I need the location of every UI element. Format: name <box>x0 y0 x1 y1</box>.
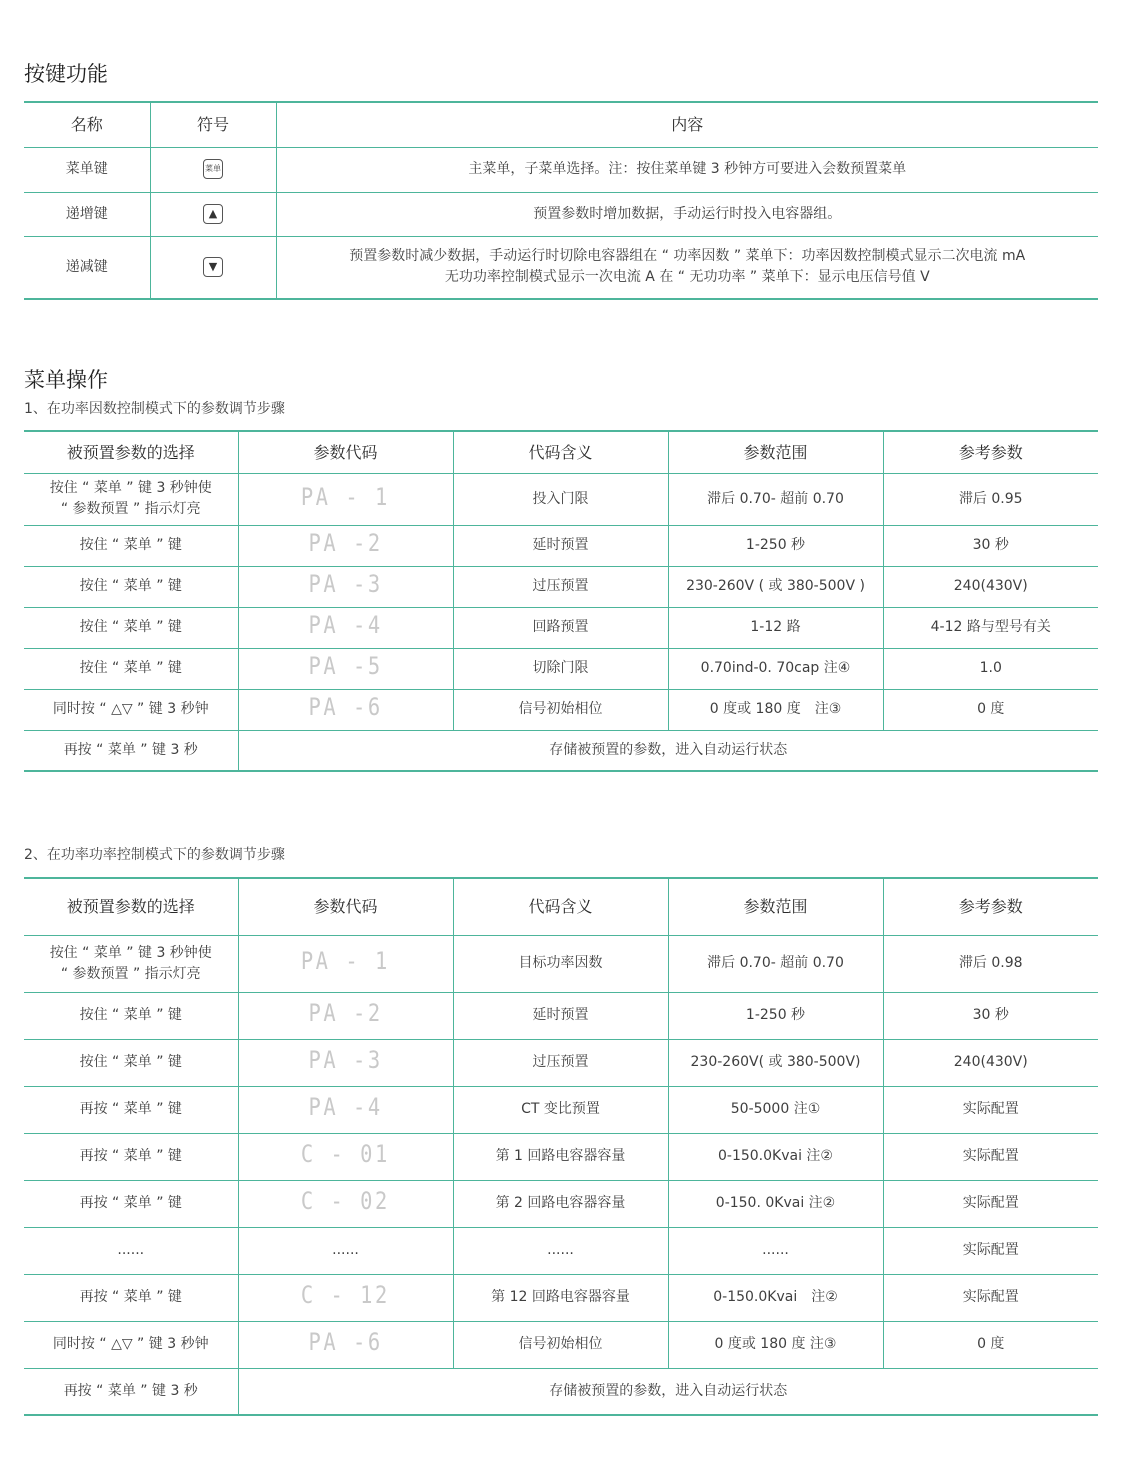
table-row <box>24 1133 1098 1180</box>
table-header-row <box>24 102 1098 147</box>
param-code-display: C - 01 <box>300 1140 390 1168</box>
selection-cell: ...... <box>24 1227 238 1274</box>
table-row <box>24 147 1098 192</box>
param-range: 230-260V( 或 380-500V) <box>668 1039 883 1086</box>
key-name: 递减键 <box>24 236 150 299</box>
param-range: 0 度或 180 度 注③ <box>668 1321 883 1368</box>
param-range: 50-5000 注① <box>668 1086 883 1133</box>
code-meaning: 切除门限 <box>453 648 668 689</box>
key-content-line: 无功功率控制模式显示一次电流 A 在 “ 无功功率 ” 菜单下：显示电压信号值 V <box>444 269 930 286</box>
ref-value: 实际配置 <box>883 1180 1098 1227</box>
table-header-row <box>24 878 1098 935</box>
key-name: 菜单键 <box>24 147 150 192</box>
selection-cell: 再按 “ 菜单 ” 键 3 秒 <box>24 1368 238 1415</box>
table-row <box>24 992 1098 1039</box>
table-row <box>24 730 1098 771</box>
selection-cell: 按住 “ 菜单 ” 键 <box>24 607 238 648</box>
param-code-display: PA -6 <box>308 1328 383 1356</box>
col-header: 被预置参数的选择 <box>24 431 238 473</box>
selection-line: “ 参数预置 ” 指示灯亮 <box>60 965 201 982</box>
table-row <box>24 689 1098 730</box>
table-row <box>24 1227 1098 1274</box>
table-row <box>24 525 1098 566</box>
ref-value: 滞后 0.95 <box>883 473 1098 525</box>
param-range: 0-150.0Kvai 注② <box>668 1133 883 1180</box>
param-code-display: C - 02 <box>300 1187 390 1215</box>
param-range: 0-150. 0Kvai 注② <box>668 1180 883 1227</box>
selection-cell: 再按 “ 菜单 ” 键 <box>24 1180 238 1227</box>
table-row <box>24 1039 1098 1086</box>
col-header: 参数范围 <box>668 431 883 473</box>
selection-line: 按住 “ 菜单 ” 键 3 秒钟使 <box>49 480 212 496</box>
ref-value: 0 度 <box>883 1321 1098 1368</box>
reactive-mode-table <box>24 877 1098 1416</box>
table-row <box>24 473 1098 525</box>
col-header: 参考参数 <box>883 878 1098 935</box>
ref-value: 滞后 0.98 <box>883 935 1098 992</box>
param-code-ellipsis: ...... <box>238 1227 453 1274</box>
param-code-display: PA - 1 <box>300 482 390 511</box>
keys-section-title: 按键功能 <box>24 62 108 86</box>
param-range: 0-150.0Kvai 注② <box>668 1274 883 1321</box>
selection-cell: 再按 “ 菜单 ” 键 <box>24 1133 238 1180</box>
table-row <box>24 1274 1098 1321</box>
selection-cell: 再按 “ 菜单 ” 键 <box>24 1086 238 1133</box>
code-meaning: 信号初始相位 <box>453 689 668 730</box>
table-row <box>24 192 1098 236</box>
key-content: 主菜单，子菜单选择。注：按住菜单键 3 秒钟方可要进入会数预置菜单 <box>276 147 1098 192</box>
key-content-line: 预置参数时减少数据，手动运行时切除电容器组在 “ 功率因数 ” 菜单下：功率因数控制模式显示二次电流 mA <box>349 248 1026 265</box>
code-meaning: 信号初始相位 <box>453 1321 668 1368</box>
selection-cell: 按住 “ 菜单 ” 键 <box>24 525 238 566</box>
table-row <box>24 648 1098 689</box>
selection-cell: 同时按 “ △▽ ” 键 3 秒钟 <box>24 1321 238 1368</box>
col-header: 名称 <box>24 102 150 147</box>
param-range: ...... <box>668 1227 883 1274</box>
ref-value: 30 秒 <box>883 525 1098 566</box>
selection-cell: 按住 “ 菜单 ” 键 <box>24 648 238 689</box>
table1-subtitle: 1、在功率因数控制模式下的参数调节步骤 <box>24 401 285 417</box>
selection-line: “ 参数预置 ” 指示灯亮 <box>60 501 201 517</box>
key-content <box>276 236 1098 299</box>
pf-mode-table <box>24 430 1098 772</box>
table-row <box>24 236 1098 299</box>
param-range: 0 度或 180 度 注③ <box>668 689 883 730</box>
ref-value: 实际配置 <box>883 1133 1098 1180</box>
ref-value: 实际配置 <box>883 1086 1098 1133</box>
table-row <box>24 566 1098 607</box>
down-arrow-key-icon: ▼ <box>203 257 223 277</box>
ref-value: 1.0 <box>883 648 1098 689</box>
param-range: 0.70ind-0. 70cap 注④ <box>668 648 883 689</box>
menu-key-icon: 菜单 <box>203 159 223 179</box>
selection-cell: 再按 “ 菜单 ” 键 3 秒 <box>24 730 238 771</box>
ref-value: 4-12 路与型号有关 <box>883 607 1098 648</box>
param-code-display: PA -4 <box>308 611 383 639</box>
param-code-display: PA -2 <box>308 999 383 1027</box>
selection-line: 按住 “ 菜单 ” 键 3 秒钟使 <box>49 944 212 961</box>
ref-value: 实际配置 <box>883 1274 1098 1321</box>
param-code-display: PA -3 <box>308 1046 383 1074</box>
code-meaning: 过压预置 <box>453 1039 668 1086</box>
selection-cell: 按住 “ 菜单 ” 键 <box>24 1039 238 1086</box>
col-header: 内容 <box>276 102 1098 147</box>
code-meaning: CT 变比预置 <box>453 1086 668 1133</box>
selection-cell: 按住 “ 菜单 ” 键 <box>24 992 238 1039</box>
param-range: 230-260V ( 或 380-500V ) <box>668 566 883 607</box>
selection-cell: 按住 “ 菜单 ” 键 <box>24 566 238 607</box>
code-meaning: 延时预置 <box>453 992 668 1039</box>
code-meaning: 第 12 回路电容器容量 <box>453 1274 668 1321</box>
code-meaning: ...... <box>453 1227 668 1274</box>
selection-cell <box>24 935 238 992</box>
param-code-display: PA -5 <box>308 652 383 680</box>
table-row <box>24 1180 1098 1227</box>
selection-cell: 同时按 “ △▽ ” 键 3 秒钟 <box>24 689 238 730</box>
code-meaning: 过压预置 <box>453 566 668 607</box>
param-code-display: PA -6 <box>308 693 383 721</box>
ref-value: 30 秒 <box>883 992 1098 1039</box>
selection-cell <box>24 473 238 525</box>
store-note: 存储被预置的参数，进入自动运行状态 <box>238 1368 1098 1415</box>
ref-value: 240(430V) <box>883 1039 1098 1086</box>
code-meaning: 目标功率因数 <box>453 935 668 992</box>
col-header: 参考参数 <box>883 431 1098 473</box>
table-row <box>24 1321 1098 1368</box>
table-row <box>24 607 1098 648</box>
store-note: 存储被预置的参数，进入自动运行状态 <box>238 730 1098 771</box>
table-row <box>24 1086 1098 1133</box>
col-header: 符号 <box>150 102 276 147</box>
col-header: 代码含义 <box>453 431 668 473</box>
param-code-display: PA -3 <box>308 570 383 598</box>
code-meaning: 第 1 回路电容器容量 <box>453 1133 668 1180</box>
param-code-display: PA -4 <box>308 1093 383 1121</box>
table-header-row <box>24 431 1098 473</box>
param-range: 1-250 秒 <box>668 525 883 566</box>
up-arrow-key-icon: ▲ <box>203 204 223 224</box>
ref-value: 实际配置 <box>883 1227 1098 1274</box>
param-code-display: PA - 1 <box>300 947 390 975</box>
ref-value: 240(430V) <box>883 566 1098 607</box>
param-code-display: PA -2 <box>308 529 383 557</box>
param-range: 滞后 0.70- 超前 0.70 <box>668 473 883 525</box>
col-header: 参数范围 <box>668 878 883 935</box>
col-header: 代码含义 <box>453 878 668 935</box>
col-header: 被预置参数的选择 <box>24 878 238 935</box>
param-range: 1-12 路 <box>668 607 883 648</box>
menu-section-title: 菜单操作 <box>24 368 108 392</box>
code-meaning: 回路预置 <box>453 607 668 648</box>
code-meaning: 第 2 回路电容器容量 <box>453 1180 668 1227</box>
table-row <box>24 1368 1098 1415</box>
table-row <box>24 935 1098 992</box>
keys-table <box>24 101 1098 300</box>
code-meaning: 投入门限 <box>453 473 668 525</box>
selection-cell: 再按 “ 菜单 ” 键 <box>24 1274 238 1321</box>
col-header: 参数代码 <box>238 878 453 935</box>
key-content: 预置参数时增加数据，手动运行时投入电容器组。 <box>276 192 1098 236</box>
param-code-display: C - 12 <box>300 1281 390 1309</box>
col-header: 参数代码 <box>238 431 453 473</box>
param-range: 1-250 秒 <box>668 992 883 1039</box>
param-range: 滞后 0.70- 超前 0.70 <box>668 935 883 992</box>
code-meaning: 延时预置 <box>453 525 668 566</box>
ref-value: 0 度 <box>883 689 1098 730</box>
key-name: 递增键 <box>24 192 150 236</box>
table2-subtitle: 2、在功率功率控制模式下的参数调节步骤 <box>24 847 285 863</box>
